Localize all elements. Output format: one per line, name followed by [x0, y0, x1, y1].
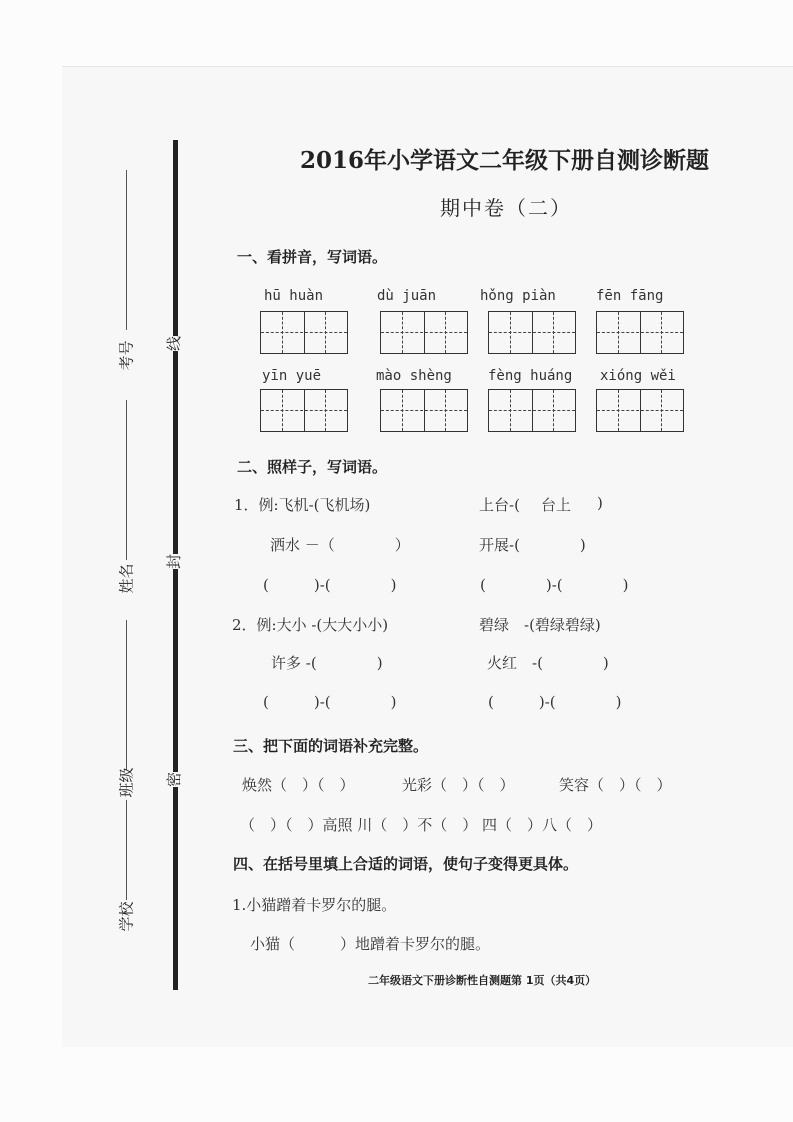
- section2-heading: 二、照样子，写词语。: [237, 458, 388, 476]
- example-line: 碧绿 -(碧绿碧绿): [479, 616, 601, 634]
- idiom-fill[interactable]: 焕然（ ）（ ）: [242, 776, 355, 794]
- example-line: 1．例:飞机-(飞机场): [234, 496, 371, 514]
- handwritten-answer[interactable]: 台上: [541, 496, 572, 514]
- section1-heading: 一、看拼音，写词语。: [237, 248, 388, 266]
- seal-secret-char: 密: [160, 772, 187, 787]
- example-line: 2．例:大小 -(大大小小): [232, 616, 389, 634]
- pinyin-label: xióng wěi: [600, 368, 676, 384]
- writing-grid[interactable]: [596, 311, 684, 354]
- exam-no-underline: [126, 170, 127, 330]
- pinyin-label: fèng huáng: [488, 368, 573, 384]
- question-text: 1.小猫蹭着卡罗尔的腿。: [232, 896, 397, 914]
- section4-heading: 四、在括号里填上合适的词语，使句子变得更具体。: [233, 855, 579, 873]
- writing-grid[interactable]: [380, 389, 468, 432]
- writing-grid[interactable]: [488, 389, 576, 432]
- question-text[interactable]: 小猫（ ）地蹭着卡罗尔的腿。: [250, 935, 491, 953]
- question-text[interactable]: 开展-( ): [479, 536, 586, 554]
- seal-seal-char: 封: [160, 554, 187, 569]
- exam-no-label: 考号: [117, 340, 136, 371]
- idiom-fill[interactable]: 光彩（ ）（ ）: [402, 776, 515, 794]
- seal-line-char: 线: [160, 336, 187, 351]
- writing-grid[interactable]: [380, 311, 468, 354]
- writing-grid[interactable]: [260, 311, 348, 354]
- idiom-fill[interactable]: 笑容（ ）（ ）: [559, 776, 672, 794]
- question-text[interactable]: 洒水 －（ ）: [270, 536, 410, 554]
- question-text: 上台-(: [479, 496, 520, 514]
- blank-pair[interactable]: ( )-( ): [263, 576, 397, 594]
- idiom-fill[interactable]: （ ）（ ）高照 川（ ）不（ ） 四（ ）八（ ）: [240, 816, 603, 834]
- question-text[interactable]: 火红 -( ): [487, 654, 609, 672]
- page-footer: 二年级语文下册诊断性自测题第 1页（共4页）: [368, 974, 597, 987]
- pinyin-label: fēn fāng: [596, 288, 664, 304]
- class-underline: [126, 620, 127, 770]
- pinyin-label: mào shèng: [376, 368, 452, 384]
- pinyin-label: dù juān: [377, 288, 437, 304]
- writing-grid[interactable]: [488, 311, 576, 354]
- pinyin-label: hǒng piàn: [480, 288, 556, 304]
- pinyin-label: yīn yuē: [262, 368, 322, 384]
- name-underline: [126, 400, 127, 560]
- question-text[interactable]: 许多 -( ): [271, 654, 383, 672]
- school-label: 学校: [117, 901, 136, 932]
- writing-grid[interactable]: [596, 389, 684, 432]
- class-label: 班级: [117, 767, 136, 798]
- page-title: 2016年小学语文二年级下册自测诊断题: [300, 147, 710, 174]
- school-underline: [126, 800, 127, 900]
- name-label: 姓名: [117, 563, 136, 594]
- blank-pair[interactable]: ( )-( ): [480, 576, 629, 594]
- question-text: ): [597, 494, 603, 512]
- pinyin-label: hū huàn: [264, 288, 324, 304]
- section3-heading: 三、把下面的词语补充完整。: [233, 737, 429, 755]
- page-subtitle: 期中卷（二）: [440, 196, 572, 220]
- blank-pair[interactable]: ( )-( ): [263, 693, 397, 711]
- writing-grid[interactable]: [260, 389, 348, 432]
- blank-pair[interactable]: ( )-( ): [488, 693, 622, 711]
